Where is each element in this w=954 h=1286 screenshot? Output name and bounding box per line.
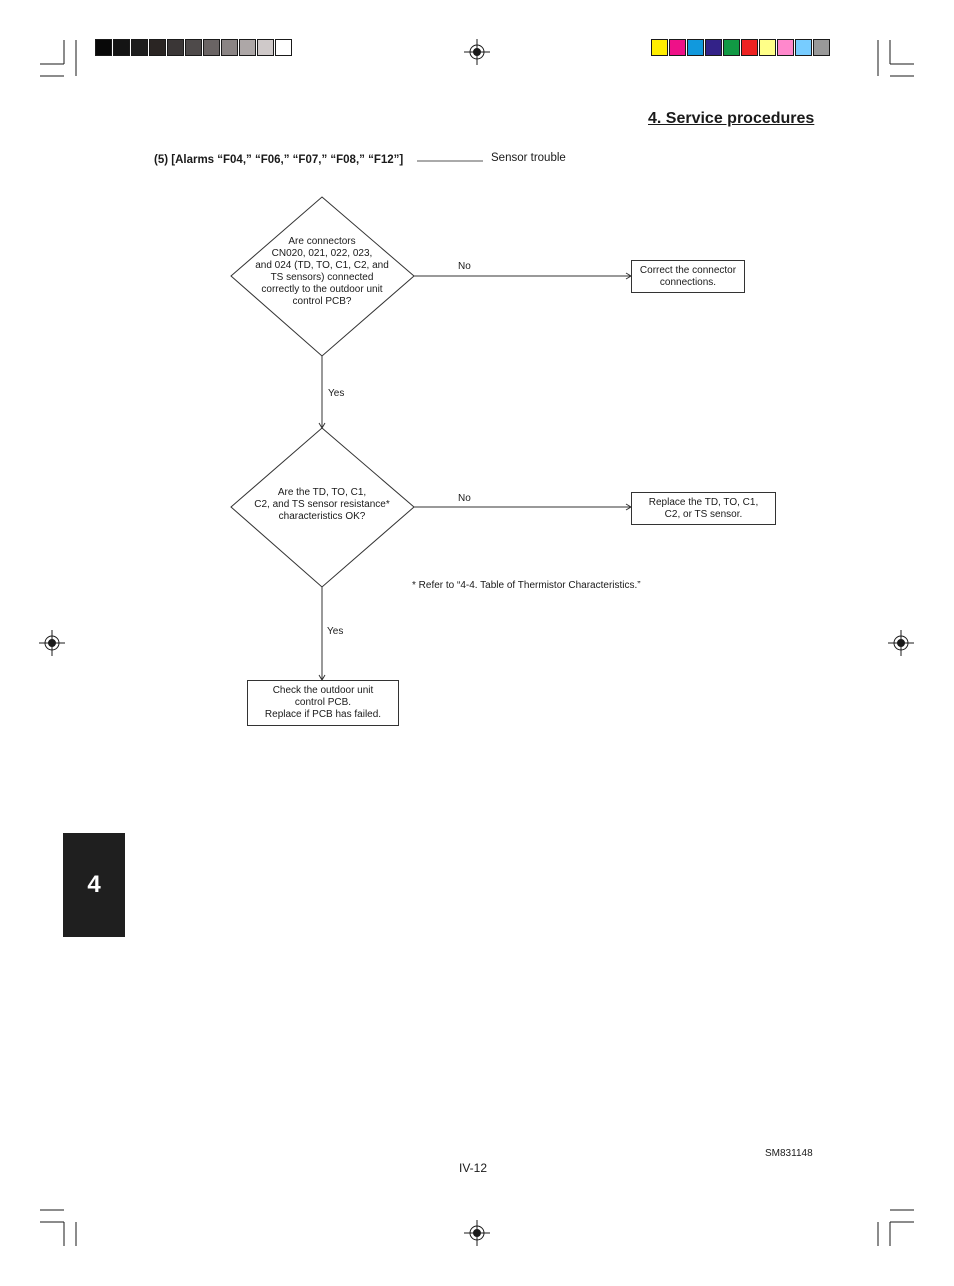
color-swatch — [669, 39, 686, 56]
action-1-line: Correct the connector — [639, 265, 737, 276]
decision-1-line: and 024 (TD, TO, C1, C2, and — [255, 260, 389, 271]
color-swatch — [167, 39, 184, 56]
color-bar — [651, 39, 831, 57]
color-swatch — [275, 39, 292, 56]
color-swatch — [221, 39, 238, 56]
action-2-line: Replace the TD, TO, C1, — [648, 497, 759, 508]
decision-1-no-label: No — [458, 261, 471, 272]
sensor-trouble-label: Sensor trouble — [491, 152, 566, 164]
alarm-title: (5) [Alarms “F04,” “F06,” “F07,” “F08,” “F12”] — [154, 154, 404, 166]
color-swatch — [113, 39, 130, 56]
color-swatch — [741, 39, 758, 56]
decision-1-line: correctly to the outdoor unit — [261, 284, 383, 295]
color-swatch — [687, 39, 704, 56]
decision-1-line: CN020, 021, 022, 023, — [271, 248, 373, 259]
action-3-line: control PCB. — [294, 697, 352, 708]
decision-1-text — [236, 236, 408, 308]
color-swatch — [795, 39, 812, 56]
color-swatch — [203, 39, 220, 56]
thermistor-reference-note: * Refer to “4-4. Table of Thermistor Characteristics.” — [412, 580, 641, 591]
decision-2-line: C2, and TS sensor resistance* — [254, 499, 390, 510]
color-swatch — [95, 39, 112, 56]
color-swatch — [185, 39, 202, 56]
chapter-tab: 4 — [63, 833, 125, 937]
action-correct-connectors — [631, 260, 745, 293]
gray-scale-bar — [95, 39, 293, 57]
action-3-line: Check the outdoor unit — [272, 685, 374, 696]
registration-target-right — [888, 630, 914, 656]
decision-2-line: characteristics OK? — [278, 511, 366, 522]
color-swatch — [705, 39, 722, 56]
page-number: IV-12 — [459, 1161, 488, 1175]
decision-1-line: TS sensors) connected — [270, 272, 374, 283]
document-code: SM831148 — [765, 1148, 813, 1159]
action-1-line: connections. — [659, 277, 717, 288]
registration-target-top — [464, 39, 490, 65]
registration-target-left — [39, 630, 65, 656]
color-swatch — [257, 39, 274, 56]
action-2-line: C2, or TS sensor. — [664, 509, 743, 520]
color-swatch — [131, 39, 148, 56]
action-check-pcb — [247, 680, 399, 726]
decision-2-no-label: No — [458, 493, 471, 504]
color-swatch — [651, 39, 668, 56]
decision-1-line: control PCB? — [292, 296, 352, 307]
section-title: 4. Service procedures — [648, 110, 815, 127]
action-replace-sensor — [631, 492, 776, 525]
decision-2-yes-label: Yes — [327, 626, 344, 637]
action-3-line: Replace if PCB has failed. — [264, 709, 382, 720]
decision-1-line: Are connectors — [288, 236, 356, 247]
color-swatch — [777, 39, 794, 56]
color-swatch — [149, 39, 166, 56]
decision-2-line: Are the TD, TO, C1, — [277, 487, 367, 498]
color-swatch — [239, 39, 256, 56]
color-swatch — [723, 39, 740, 56]
registration-target-bottom — [464, 1220, 490, 1246]
decision-1-yes-label: Yes — [328, 388, 345, 399]
decision-2-text — [236, 487, 408, 523]
color-swatch — [759, 39, 776, 56]
color-swatch — [813, 39, 830, 56]
